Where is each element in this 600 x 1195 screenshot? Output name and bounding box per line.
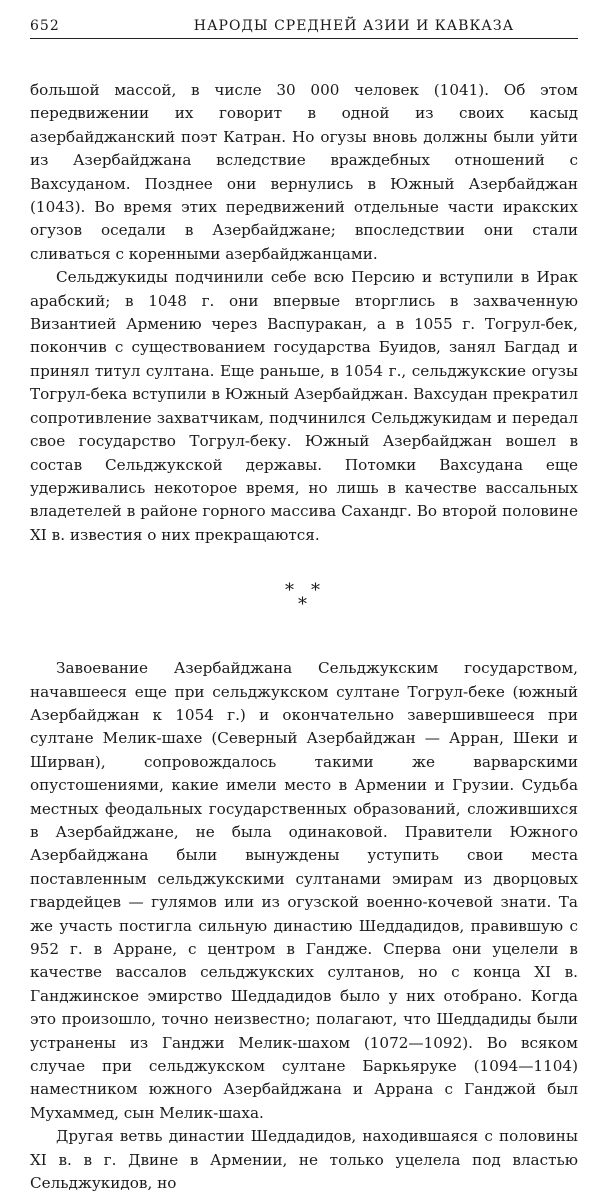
section-separator <box>30 580 578 621</box>
separator-star-left: * <box>285 580 294 602</box>
separator-star-right: * <box>311 580 320 602</box>
page-number: 652 <box>30 18 60 34</box>
separator-star-middle: * <box>298 594 307 616</box>
paragraph-4: Другая ветвь династии Шеддадидов, находившаяся с половины XI в. в г. Двине в Армении, не только уцелела под властью Сельджукидов, но <box>30 1127 578 1193</box>
paragraph-2: Сельджукиды подчинили себе всю Персию и вступили в Ирак арабский; в 1048 г. они впервые вторглись в захваченную Византией Армению через Васпуракан, а в 1055 г. Тогрул-бек, покончив с существованием государства Буидов, занял Багдад и принял титул султана. Еще раньше, в 1054 г., сельджукские огузы Тогрул-бека вступили в Южный Азербайджан. Вахсудан прекратил сопротивление захватчикам, подчинился Сельджукидам и передал свое государство Тогрул-беку. Южный Азербайджан вошел в состав Сельджукской державы. Потомки Вахсудана еще удерживались некоторое время, но лишь в качестве вассальных владетелей в районе горного массива Сахандг. Во второй половине XI в. известия о них прекращаются. <box>30 268 578 544</box>
running-title: НАРОДЫ СРЕДНЕЙ АЗИИ И КАВКАЗА <box>193 18 515 34</box>
body-text <box>30 79 578 1195</box>
paragraph-1: большой массой, в числе 30 000 человек (1041). Об этом передвижении их говорит в одной из своих касыд азербайджанский поэт Катран. Но огузы вновь должны были уйти из Азербайджана вследствие враждебных отношений с Вахсуданом. Позднее они вернулись в Южный Азербайджан (1043). Во время этих передвижений отдельные части иракских огузов оседали в Азербайджане; впоследствии они стали сливаться с коренными азербайджанцами. <box>30 81 578 263</box>
page-header <box>30 12 578 39</box>
book-page <box>30 12 578 1195</box>
paragraph-3: Завоевание Азербайджана Сельджукским государством, начавшееся еще при сельджукском султане Тогрул-беке (южный Азербайджан к 1054 г.) и окончательно завершившееся при султане Мелик-шахе (Северный Азербайджан — Арран, Шеки и Ширван), сопровождалось такими же варварскими опустошениями, какие имели место в Армении и Грузии. Судьба местных феодальных государственных образований, сложившихся в Азербайджане, не была одинаковой. Правители Южного Азербайджана были вынуждены уступить свои места поставленным сельджукскими султанами эмирам из дворцовых гвардейцев — гулямов или из огузской военно-кочевой знати. Та же участь постигла сильную династию Шеддадидов, правившую с 952 г. в Арране, с центром в Гандже. Сперва они уцелели в качестве вассалов сельджукских султанов, но с конца XI в. Ганджинское эмирство Шеддадидов было у них отобрано. Когда это произошло, точно неизвестно; полагают, что Шеддадиды были устранены из Ганджи Мелик-шахом (1072—1092). Во всяком случае при сельджукском султане Баркьяруке (1094—1104) наместником южного Азербайджана и Аррана с Ганджой был Мухаммед, сын Мелик-шаха. <box>30 659 578 1122</box>
